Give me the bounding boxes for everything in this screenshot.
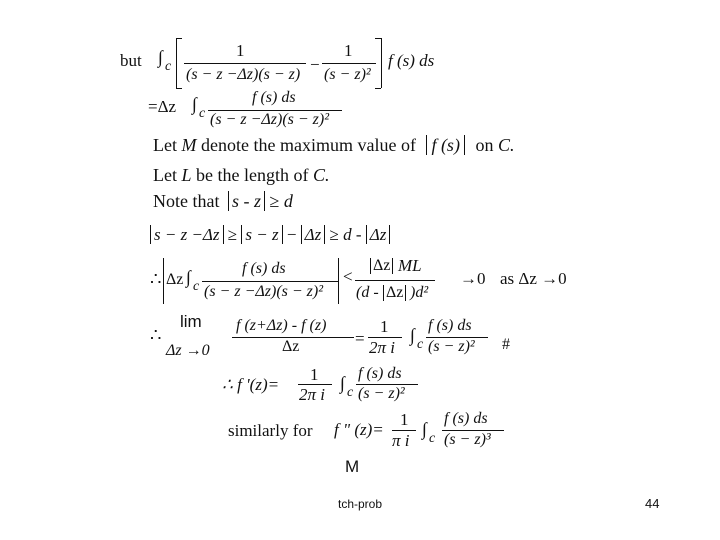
- fraction-numerator: f (s) ds: [242, 260, 286, 277]
- contour-c: c: [429, 431, 436, 446]
- text-line-length: Let L be the length of C.: [153, 165, 330, 185]
- fraction-denominator: (s − z −Δz)(s − z): [186, 66, 301, 83]
- triangle-inequality: s − z −Δz ≥ s − z − Δz ≥ d - Δz: [150, 226, 390, 243]
- fraction-denominator: (s − z −Δz)(s − z)²: [210, 111, 330, 128]
- abs-fs: f (s): [426, 135, 465, 155]
- integral-sign: ∫: [422, 419, 427, 439]
- less-than: <: [343, 267, 353, 286]
- fraction-bar: [202, 281, 338, 282]
- second-derivative-lhs: f " (z)=: [334, 420, 384, 439]
- lim-subscript: Δz →0: [166, 342, 210, 359]
- text-line-note: Note that s - z ≥ d: [153, 191, 293, 211]
- page-number: 44: [645, 496, 660, 511]
- fraction-numerator: f (s) ds: [252, 89, 296, 106]
- difference-quotient-numerator: f (z+Δz) - f (z): [236, 317, 327, 334]
- fraction-denominator: (s − z −Δz)(s − z)²: [204, 283, 324, 300]
- fraction-denominator: (s − z)²: [324, 66, 371, 83]
- m-label: M: [345, 457, 360, 476]
- text-line-max-value: Let M denote the maximum value of f (s) on C.: [153, 135, 515, 155]
- contour-c: c: [165, 59, 172, 74]
- therefore-symbol: ∴: [150, 269, 162, 289]
- ml-term: ML: [398, 256, 422, 275]
- fraction-bar: [184, 63, 306, 64]
- difference-quotient-denominator: Δz: [282, 338, 300, 355]
- equals-sign: =: [355, 329, 365, 348]
- abs-delta-z: Δz: [370, 258, 393, 274]
- lim-operator: lim: [180, 312, 202, 331]
- integrand-tail: f (s) ds: [388, 51, 435, 70]
- minus-sign: −: [310, 55, 320, 74]
- left-bracket: [176, 38, 177, 88]
- fraction-bar: [355, 280, 435, 281]
- fraction-bar: [322, 63, 376, 64]
- tends-to-zero: →0: [460, 269, 486, 288]
- contour-c: c: [193, 279, 200, 294]
- end-marker: #: [502, 336, 510, 353]
- derivative-lhs: ∴ f '(z)=: [222, 375, 280, 394]
- contour-c: c: [347, 385, 354, 400]
- similarly-label: similarly for: [228, 421, 313, 440]
- contour-c: c: [199, 106, 206, 121]
- but-label: but: [120, 51, 142, 70]
- fraction-numerator: 1: [344, 41, 353, 60]
- integral-sign: ∫: [192, 94, 197, 114]
- contour-c: c: [417, 337, 424, 352]
- integral-sign: ∫: [158, 47, 163, 67]
- right-bracket: [381, 38, 382, 88]
- fraction-numerator: 1: [236, 41, 245, 60]
- therefore-symbol: ∴: [150, 325, 162, 345]
- abs-s-minus-z: s - z: [228, 191, 265, 211]
- equation-prefix: =Δz: [148, 97, 177, 116]
- integral-sign: ∫: [186, 267, 191, 287]
- footer-text: tch-prob: [338, 497, 383, 511]
- delta-z: Δz: [166, 271, 184, 288]
- limit-condition: as Δz →0: [500, 269, 567, 288]
- integral-sign: ∫: [410, 325, 415, 345]
- integral-sign: ∫: [340, 373, 345, 393]
